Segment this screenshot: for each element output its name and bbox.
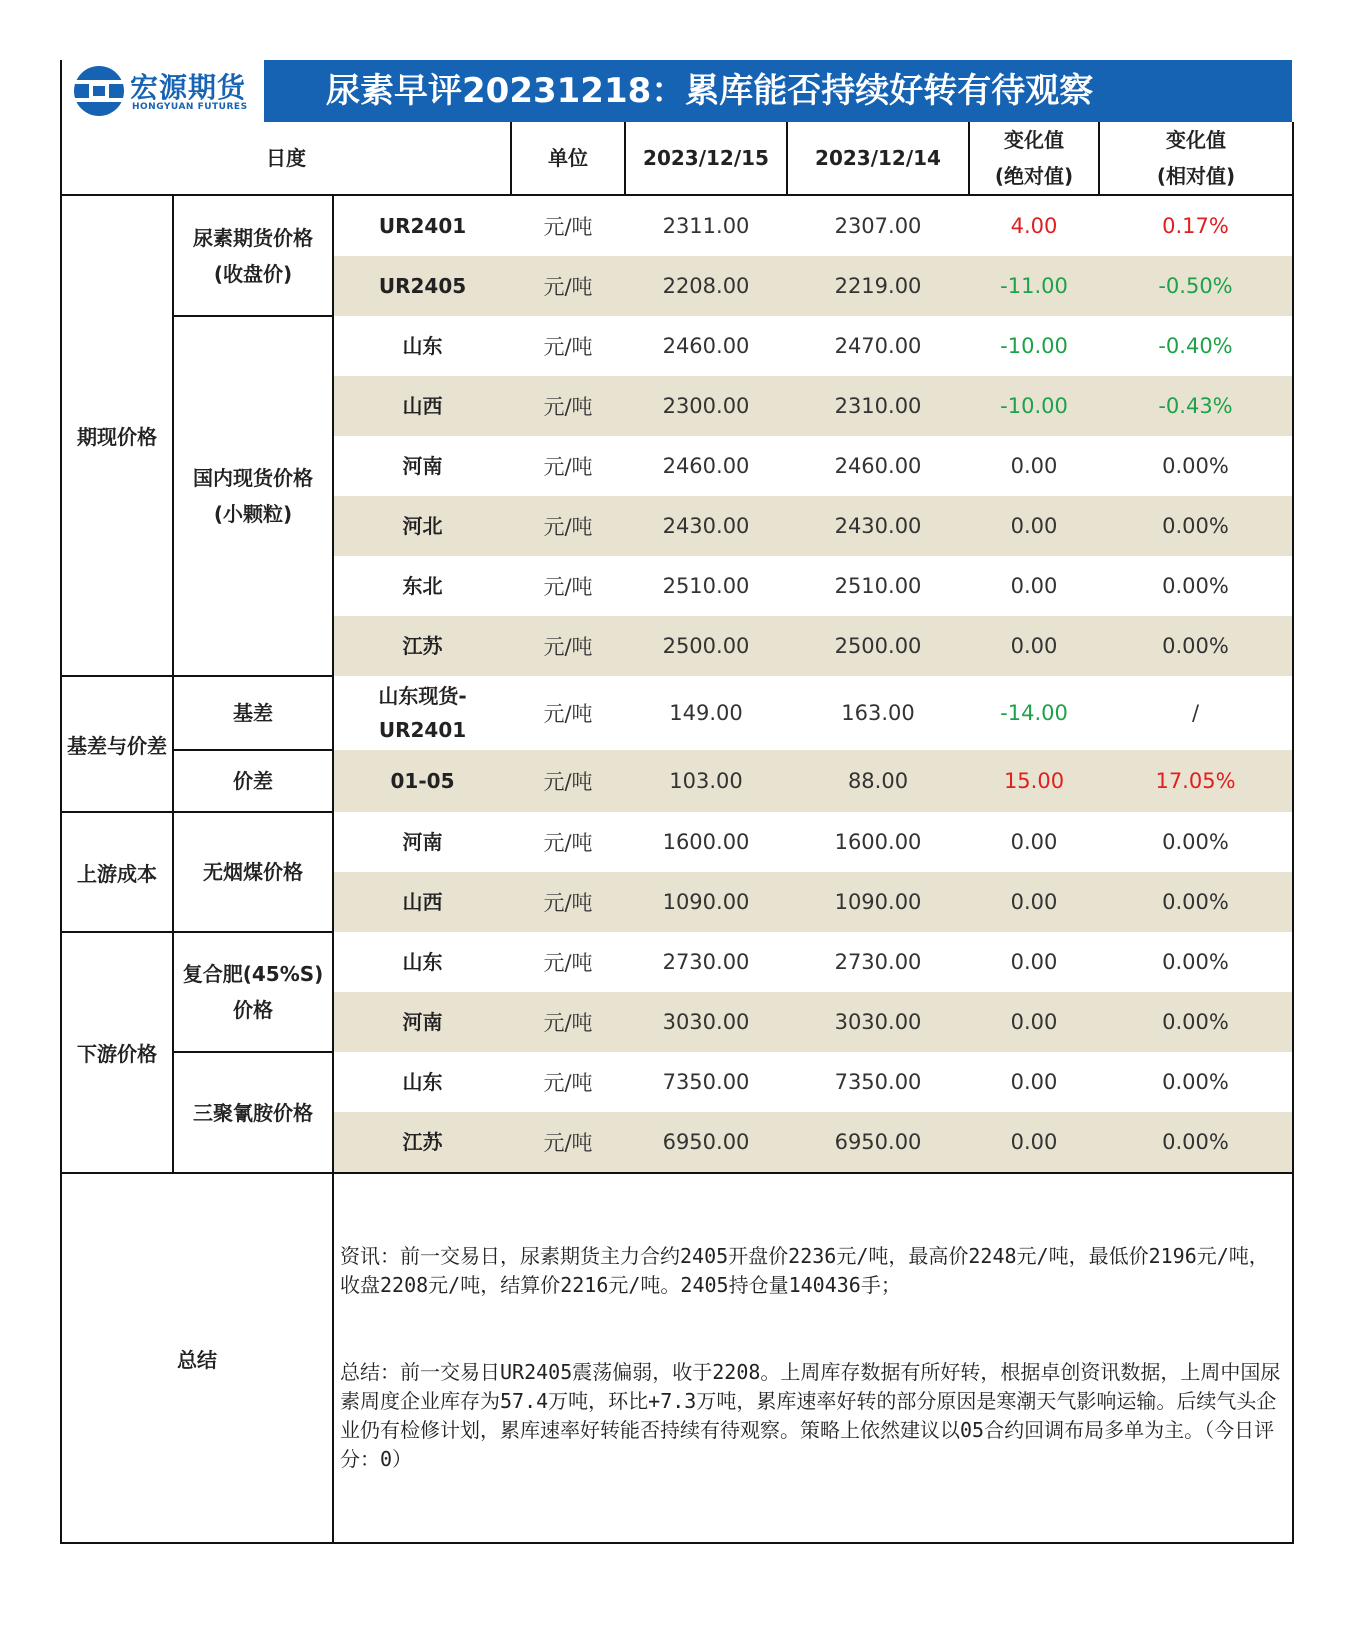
col-change-rel-line1: 变化值: [1166, 128, 1226, 152]
row-change-rel: 0.00%: [1099, 616, 1293, 676]
row-change-abs: 0.00: [1010, 454, 1058, 478]
summary-row: [61, 1173, 1293, 1543]
row-change-abs: 15.00: [1003, 769, 1065, 793]
row-unit: 元/吨: [543, 831, 593, 855]
table-row: [61, 932, 1293, 992]
row-unit: 元/吨: [543, 1131, 593, 1155]
row-value-date2: 2460.00: [834, 454, 922, 478]
row-value-date2: 2307.00: [834, 214, 922, 238]
row-change-abs: 0.00: [1010, 514, 1058, 538]
table-row: [61, 750, 1293, 812]
row-change-rel: 0.17%: [1099, 195, 1293, 256]
row-value-date2: 2430.00: [834, 514, 922, 538]
row-value-date1: 149.00: [669, 701, 743, 725]
row-unit: 元/吨: [543, 515, 593, 539]
row-change-rel: 0.00%: [1099, 992, 1293, 1052]
logo-mark-icon: [70, 64, 128, 118]
row-item: 河南: [402, 1010, 443, 1034]
col-frequency: 日度: [61, 122, 511, 195]
row-item: 山西: [402, 394, 443, 418]
row-item: 山东: [402, 950, 443, 974]
row-unit: 元/吨: [543, 215, 593, 239]
report-sheet: [60, 60, 1292, 1544]
row-item: UR2401: [378, 214, 467, 238]
summary-label: 总结: [61, 1173, 333, 1543]
row-change-abs: 0.00: [1010, 950, 1058, 974]
row-item: 01-05: [390, 769, 455, 793]
row-item-line2: UR2401: [378, 718, 467, 742]
row-change-rel: 0.00%: [1099, 436, 1293, 496]
row-change-abs: 0.00: [1010, 574, 1058, 598]
subgroup-label-spread: 价差: [173, 750, 333, 812]
table-row: [61, 676, 1293, 750]
row-change-rel: 0.00%: [1099, 1052, 1293, 1112]
row-unit: 元/吨: [543, 1071, 593, 1095]
subgroup-label-futures: [173, 195, 333, 316]
row-value-date1: 2460.00: [662, 454, 750, 478]
row-item: 山西: [402, 890, 443, 914]
row-value-date2: 7350.00: [834, 1070, 922, 1094]
row-change-rel: 0.00%: [1099, 1112, 1293, 1173]
row-item-line1: 山东现货-: [378, 684, 467, 708]
col-change-abs: [969, 122, 1099, 195]
row-value-date2: 6950.00: [834, 1130, 922, 1154]
col-change-rel: [1099, 122, 1293, 195]
row-item: 江苏: [402, 1130, 443, 1154]
row-value-date1: 2460.00: [662, 334, 750, 358]
row-value-date1: 7350.00: [662, 1070, 750, 1094]
logo-text-cn: 宏源期货: [130, 71, 247, 104]
row-unit: 元/吨: [543, 770, 593, 794]
row-value-date1: 2430.00: [662, 514, 750, 538]
row-value-date1: 2311.00: [662, 214, 750, 238]
row-value-date1: 2500.00: [662, 634, 750, 658]
row-item: 山东: [402, 334, 443, 358]
row-value-date2: 2470.00: [834, 334, 922, 358]
row-value-date1: 2510.00: [662, 574, 750, 598]
subgroup-label-coal: 无烟煤价格: [173, 812, 333, 932]
row-item: [333, 676, 511, 750]
summary-news: 资讯：前一交易日，尿素期货主力合约2405开盘价2236元/吨，最高价2248元/吨，最低价2196元/吨，收盘2208元/吨，结算价2216元/吨。2405持仓量140436手；: [340, 1244, 1269, 1297]
row-value-date1: 1600.00: [662, 830, 750, 854]
row-value-date2: 2730.00: [834, 950, 922, 974]
col-change-abs-line1: 变化值: [1004, 128, 1064, 152]
row-item: 河北: [402, 514, 443, 538]
row-change-rel: -0.50%: [1099, 256, 1293, 316]
col-date-1: 2023/12/15: [625, 122, 787, 195]
row-change-rel: 0.00%: [1099, 812, 1293, 872]
group-label-basis-spread: 基差与价差: [61, 676, 173, 812]
row-unit: 元/吨: [543, 275, 593, 299]
col-change-rel-line2: (相对值): [1156, 164, 1236, 188]
row-unit: 元/吨: [543, 1011, 593, 1035]
summary-text: [333, 1173, 1293, 1543]
row-value-date1: 2208.00: [662, 274, 750, 298]
subgroup-label-compound-fertilizer: [173, 932, 333, 1052]
group-label-upstream: 上游成本: [61, 812, 173, 932]
row-item: 山东: [402, 1070, 443, 1094]
row-change-rel: 0.00%: [1099, 932, 1293, 992]
summary-conclusion: 总结：前一交易日UR2405震荡偏弱，收于2208。上周库存数据有所好转，根据卓创资讯数据，上周中国尿素周度企业库存为57.4万吨，环比+7.3万吨，累库速率好转的部分原因是寒潮天气影响运输。后续气头企业仍有检修计划，累库速率好转能否持续有待观察。策略上依然建议以05合约回调布局多单为主。（今日评分：0）: [340, 1360, 1281, 1471]
row-change-abs: 0.00: [1010, 634, 1058, 658]
row-item: 河南: [402, 454, 443, 478]
row-change-rel: 0.00%: [1099, 556, 1293, 616]
row-value-date2: 1600.00: [834, 830, 922, 854]
row-value-date2: 163.00: [841, 701, 915, 725]
table-row: [61, 812, 1293, 872]
row-unit: 元/吨: [543, 702, 593, 726]
row-change-abs: 0.00: [1010, 1070, 1058, 1094]
row-change-abs: 0.00: [1010, 830, 1058, 854]
row-value-date1: 1090.00: [662, 890, 750, 914]
row-change-abs: 4.00: [1010, 214, 1058, 238]
row-value-date2: 2510.00: [834, 574, 922, 598]
subgroup-label-melamine: 三聚氰胺价格: [173, 1052, 333, 1173]
row-item: UR2405: [378, 274, 467, 298]
row-value-date2: 3030.00: [834, 1010, 922, 1034]
row-unit: 元/吨: [543, 455, 593, 479]
group-label-futures-spot: 期现价格: [61, 195, 173, 676]
table-row: [61, 195, 1293, 256]
col-date-2: 2023/12/14: [787, 122, 969, 195]
row-value-date1: 2300.00: [662, 394, 750, 418]
subgroup-futures-line2: (收盘价): [213, 261, 293, 286]
row-change-abs: -11.00: [1000, 274, 1068, 298]
row-value-date2: 1090.00: [834, 890, 922, 914]
row-change-rel: -0.40%: [1099, 316, 1293, 376]
row-change-rel: 0.00%: [1099, 872, 1293, 932]
col-unit: 单位: [511, 122, 625, 195]
col-change-abs-line2: (绝对值): [994, 164, 1074, 188]
table-row: [61, 316, 1293, 376]
row-change-rel: 0.00%: [1099, 496, 1293, 556]
subgroup-spot-line2: (小颗粒): [213, 502, 293, 526]
group-label-downstream: 下游价格: [61, 932, 173, 1173]
price-table: [60, 122, 1294, 1544]
table-row: [61, 1052, 1293, 1112]
logo-text-en: HONGYUAN FUTURES: [132, 102, 248, 112]
row-change-abs: -14.00: [1000, 701, 1068, 725]
report-header: [60, 60, 1292, 122]
row-change-rel: 17.05%: [1099, 750, 1293, 812]
report-title: 尿素早评20231218：累库能否持续好转有待观察: [264, 60, 1292, 122]
row-change-rel: /: [1099, 676, 1293, 750]
row-change-abs: -10.00: [1000, 394, 1068, 418]
row-change-abs: 0.00: [1010, 1130, 1058, 1154]
row-value-date2: 2219.00: [834, 274, 922, 298]
row-change-rel: -0.43%: [1099, 376, 1293, 436]
row-value-date1: 103.00: [669, 769, 743, 793]
row-value-date1: 3030.00: [662, 1010, 750, 1034]
subgroup-label-spot: [173, 316, 333, 676]
row-change-abs: 0.00: [1010, 1010, 1058, 1034]
row-item: 东北: [402, 574, 443, 598]
row-unit: 元/吨: [543, 635, 593, 659]
company-logo: [60, 60, 264, 122]
subgroup-label-basis: 基差: [173, 676, 333, 750]
row-change-abs: 0.00: [1010, 890, 1058, 914]
row-value-date2: 2310.00: [834, 394, 922, 418]
subgroup-fert-line2: 价格: [233, 998, 273, 1022]
row-item: 江苏: [402, 634, 443, 658]
row-unit: 元/吨: [543, 891, 593, 915]
row-value-date2: 88.00: [847, 769, 909, 793]
row-value-date2: 2500.00: [834, 634, 922, 658]
subgroup-spot-line1: 国内现货价格: [193, 466, 313, 490]
subgroup-futures-line1: 尿素期货价格: [193, 225, 313, 250]
subgroup-fert-line1: 复合肥(45%S): [182, 962, 324, 986]
row-unit: 元/吨: [543, 335, 593, 359]
column-header-row: [61, 122, 1293, 195]
row-value-date1: 2730.00: [662, 950, 750, 974]
row-unit: 元/吨: [543, 575, 593, 599]
row-value-date1: 6950.00: [662, 1130, 750, 1154]
row-item: 河南: [402, 830, 443, 854]
row-change-abs: -10.00: [1000, 334, 1068, 358]
row-unit: 元/吨: [543, 395, 593, 419]
row-unit: 元/吨: [543, 951, 593, 975]
